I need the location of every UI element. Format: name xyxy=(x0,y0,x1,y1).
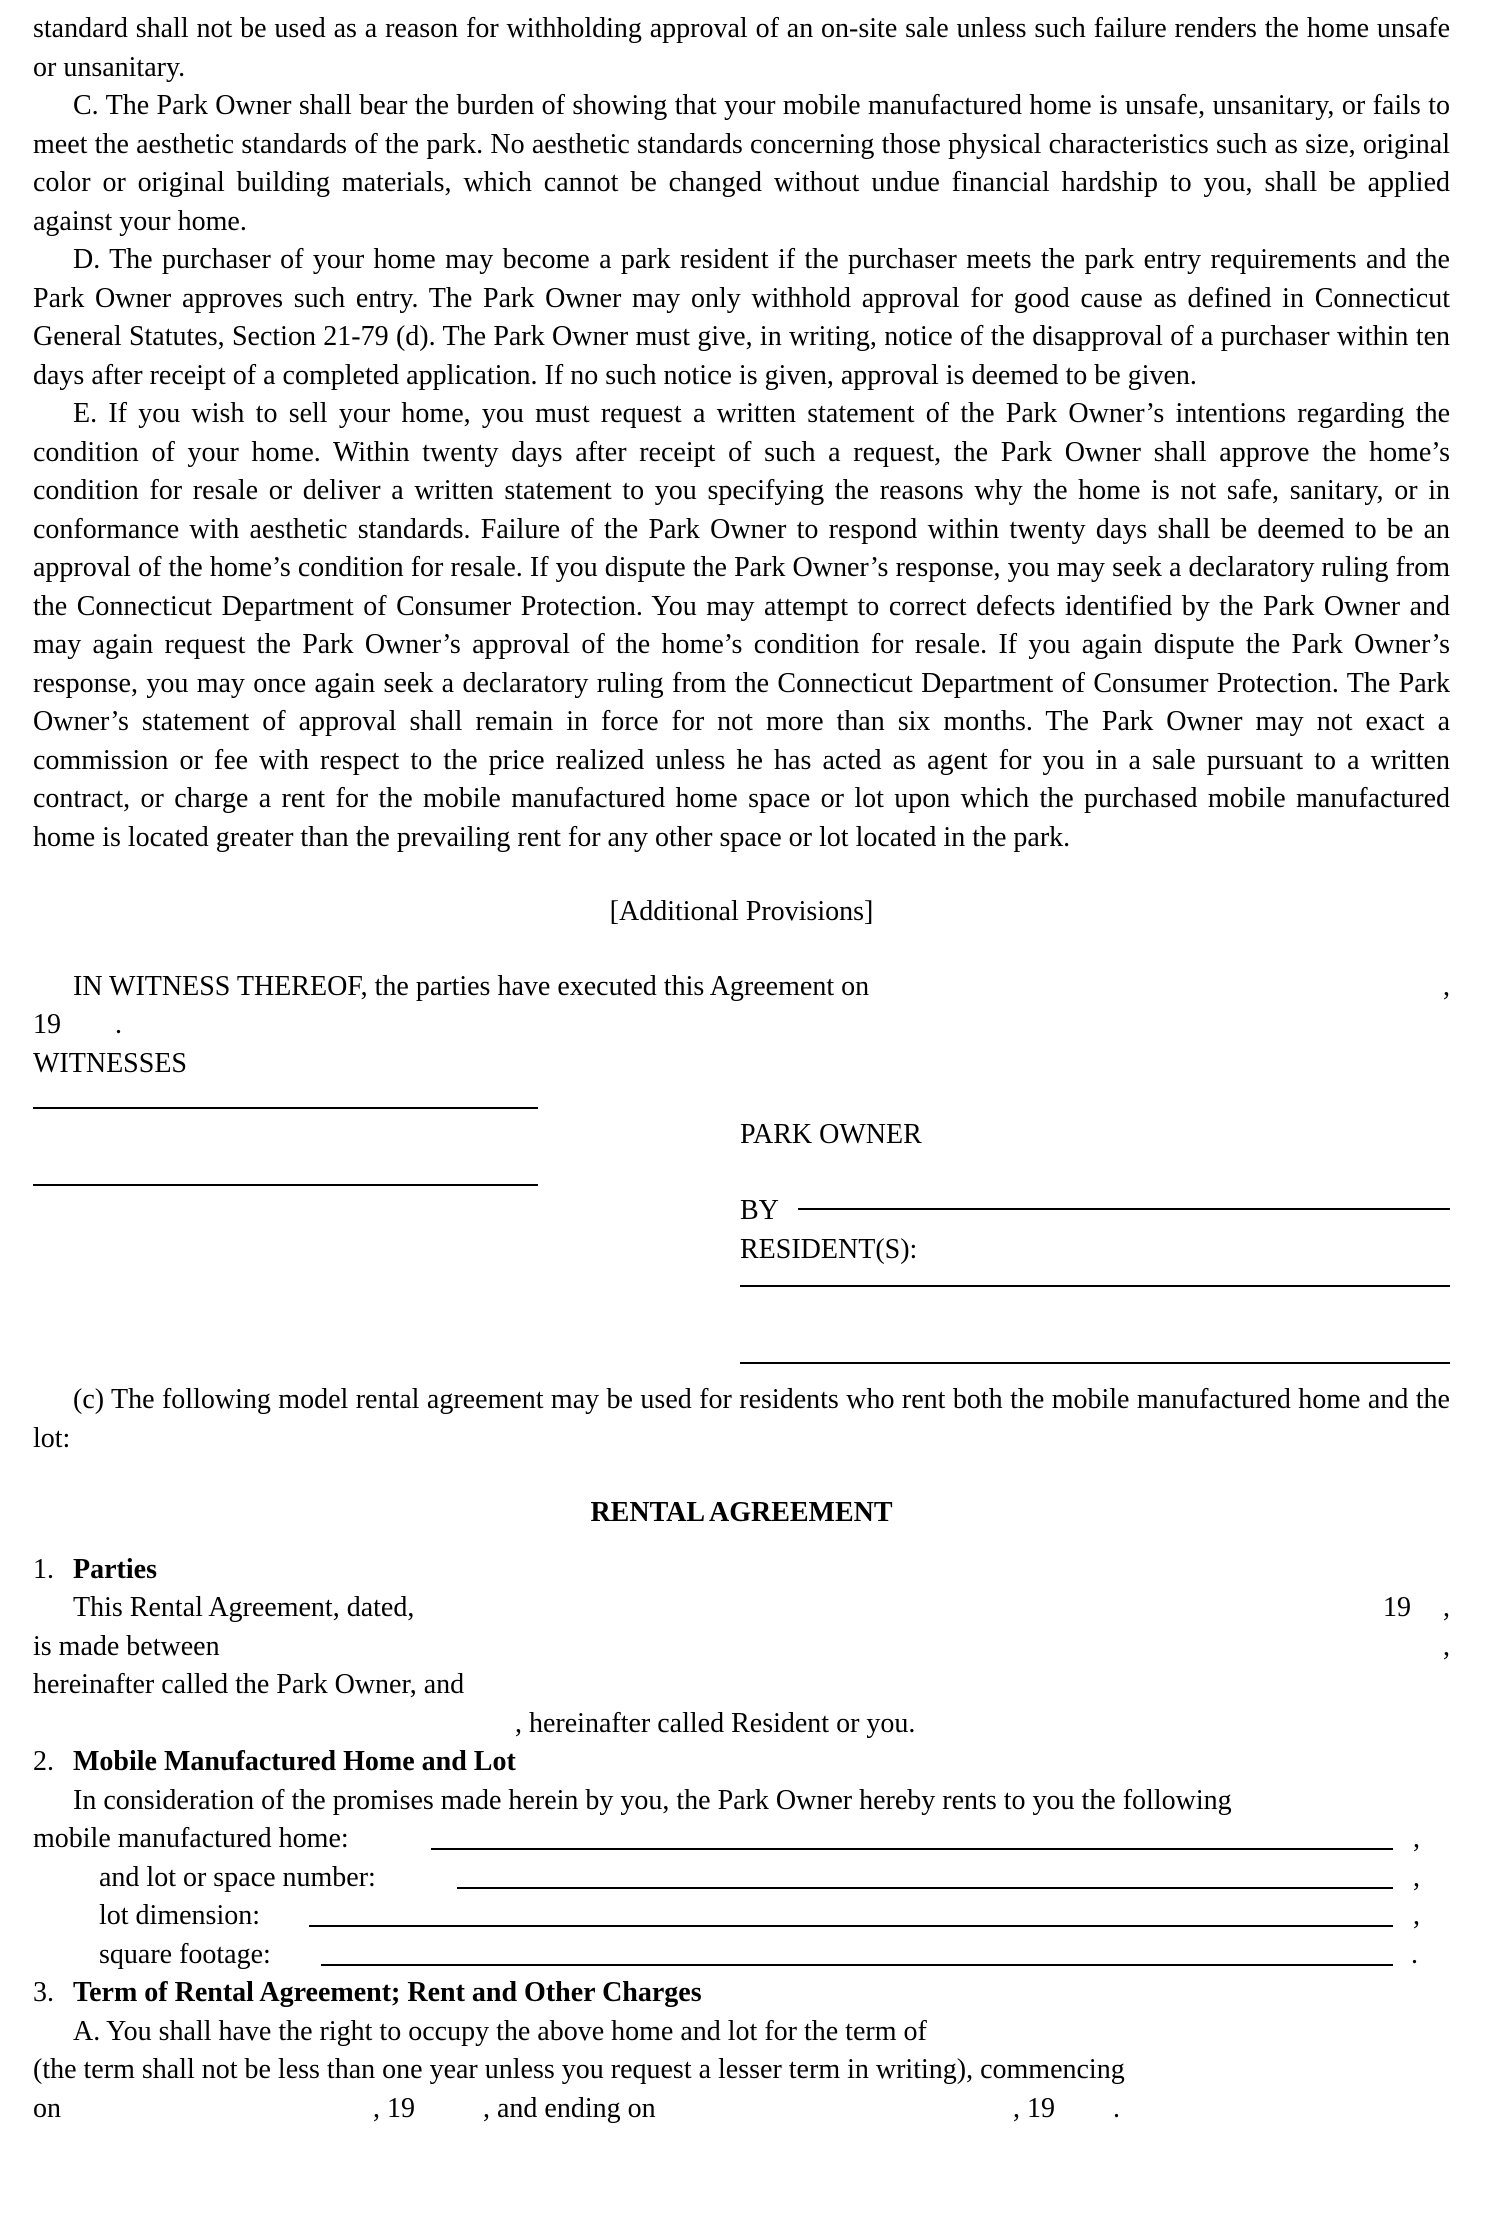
paragraph-c: C. The Park Owner shall bear the burden of showing that your mobile manufactured home is unsafe, unsanitary, or fails to meet the aesthetic standards of the park. No aesthetic standards concerning those physical characteristics such as size, original color or original building materials, which cannot be changed without undue financial hardship to you, shall be applied against your home. xyxy=(33,90,1450,237)
rental-agreement-title: RENTAL AGREEMENT xyxy=(590,1497,893,1528)
resident-signature-line-1[interactable] xyxy=(740,1285,1450,1287)
lot-field-line[interactable] xyxy=(457,1887,1393,1889)
term-a-text: A. You shall have the right to occupy the above home and lot for the term of xyxy=(73,2015,927,2047)
witness-year-line xyxy=(33,1006,1450,1045)
paragraph-continuation: standard shall not be used as a reason for withholding approval of an on-site sale unless such failure renders the home unsafe or unsanitary. xyxy=(33,13,1450,83)
home-field-line[interactable] xyxy=(431,1848,1393,1850)
dim-field-row xyxy=(33,1897,1450,1936)
park-owner-label: PARK OWNER xyxy=(740,1119,922,1150)
lot-field-row xyxy=(33,1859,1450,1898)
hereinafter-resident-text: , hereinafter called Resident or you. xyxy=(515,1707,916,1739)
dated-year: 19 xyxy=(1383,1592,1411,1623)
dated-text: This Rental Agreement, dated, xyxy=(73,1592,415,1623)
between-comma: , xyxy=(1443,1630,1450,1662)
home-label: mobile manufactured home: xyxy=(33,1823,349,1854)
section-1-number: 1. xyxy=(33,1553,54,1585)
dim-field-line[interactable] xyxy=(309,1925,1393,1927)
term-note: (the term shall not be less than one year unless you request a lesser term in writing), commencing xyxy=(33,2054,1125,2085)
term-ending: , and ending on xyxy=(483,2092,656,2124)
lot-comma: , xyxy=(1413,1861,1420,1893)
home-comma: , xyxy=(1413,1823,1420,1854)
spacer xyxy=(33,1458,1450,1494)
between-text: is made between xyxy=(33,1630,220,1662)
section-c-text: (c) The following model rental agreement may be used for residents who rent both the mobile manufactured home and the lot: xyxy=(33,1384,1450,1454)
witness-period: . xyxy=(115,1009,122,1040)
section-2-heading xyxy=(33,1743,1450,1782)
witness-signature-line-1[interactable] xyxy=(33,1107,538,1109)
section-3-number: 3. xyxy=(33,1977,54,2008)
home-field-row xyxy=(33,1820,1450,1859)
resident-signature-line-2[interactable] xyxy=(740,1362,1450,1364)
witnesses-label: WITNESSES xyxy=(33,1047,187,1079)
dated-comma: , xyxy=(1443,1592,1450,1623)
witnesses-label-line xyxy=(33,1045,1450,1084)
section-1-heading xyxy=(33,1551,1450,1590)
witness-signature-line-2[interactable] xyxy=(33,1184,538,1186)
section-1-title: Parties xyxy=(73,1553,157,1585)
spacer xyxy=(33,1533,1450,1551)
additional-provisions: [Additional Provisions] xyxy=(609,896,874,927)
term-year-2: , 19 xyxy=(1013,2092,1055,2124)
witness-line xyxy=(33,968,1450,1007)
section-1-between-line xyxy=(33,1628,1450,1667)
section-2-intro: In consideration of the promises made herein by you, the Park Owner hereby rents to you the following xyxy=(73,1784,1232,1816)
witness-year: 19 xyxy=(33,1009,61,1040)
hereinafter-owner-text: hereinafter called the Park Owner, and xyxy=(33,1669,465,1700)
section-1-owner-line xyxy=(33,1666,1450,1705)
term-year-1: , 19 xyxy=(373,2092,415,2124)
term-dates-line xyxy=(33,2090,1450,2129)
lot-label: and lot or space number: xyxy=(99,1861,376,1893)
sq-field-row xyxy=(33,1936,1450,1975)
paragraph-e: E. If you wish to sell your home, you must request a written statement of the Park Owner’s intentions regarding the condition of your home. Within twenty days after receipt of such a request, the Park Owner shall approve the home’s condition for resale or deliver a written statement to you specifying the reasons why the home is not safe, sanitary, or in conformance with aesthetic standards. Failure of the Park Owner to respond within twenty days shall be deemed to be an approval of the home’s condition for resale. If you dispute the Park Owner’s response, you may seek a declaratory ruling from the Connecticut Department of Consumer Protection. You may attempt to correct defects identified by the Park Owner and may again request the Park Owner’s approval of the home’s condition for resale. If you again dispute the Park Owner’s response, you may once again seek a declaratory ruling from the Connecticut Department of Consumer Protection. The Park Owner’s statement of approval shall remain in force for not more than six months. The Park Owner may not exact a commission or fee with respect to the price realized unless he has acted as agent for you in a sale pursuant to a written contract, or charge a rent for the mobile manufactured home space or lot upon which the purchased mobile manufactured home is located greater than the prevailing rent for any other space or lot located in the park. xyxy=(33,398,1450,853)
section-3-title: Term of Rental Agreement; Rent and Other Charges xyxy=(73,1977,702,2008)
section-2-number: 2. xyxy=(33,1746,54,1777)
witness-statement: IN WITNESS THEREOF, the parties have executed this Agreement on xyxy=(73,970,870,1002)
sq-period: . xyxy=(1411,1938,1418,1970)
section-3-heading xyxy=(33,1974,1450,2013)
document-page xyxy=(33,10,1450,2128)
park-owner-signature-line[interactable] xyxy=(798,1208,1450,1210)
sq-field-line[interactable] xyxy=(321,1964,1393,1966)
section-1-resident-line xyxy=(33,1705,1450,1744)
section-1-dated-line xyxy=(33,1589,1450,1628)
spacer xyxy=(33,857,1450,893)
sq-label: square footage: xyxy=(99,1938,271,1970)
residents-label: RESIDENT(S): xyxy=(740,1234,918,1265)
signature-block xyxy=(33,1083,1450,1383)
paragraph-d: D. The purchaser of your home may become a park resident if the purchaser meets the park entry requirements and the Park Owner approves such entry. The Park Owner may only withhold approval for good cause as defined in Connecticut General Statutes, Section 21-79 (d). The Park Owner must give, in writing, notice of the disapproval of a purchaser within ten days after receipt of a completed application. If no such notice is given, approval is deemed to be given. xyxy=(33,244,1450,391)
witness-comma: , xyxy=(1443,970,1450,1002)
dim-label: lot dimension: xyxy=(99,1900,260,1931)
term-period: . xyxy=(1113,2092,1120,2124)
section-2-title: Mobile Manufactured Home and Lot xyxy=(73,1746,516,1777)
section-3a-line xyxy=(33,2013,1450,2052)
by-label: BY xyxy=(740,1195,779,1226)
term-on: on xyxy=(33,2092,61,2124)
dim-comma: , xyxy=(1413,1900,1420,1931)
spacer xyxy=(33,932,1450,968)
